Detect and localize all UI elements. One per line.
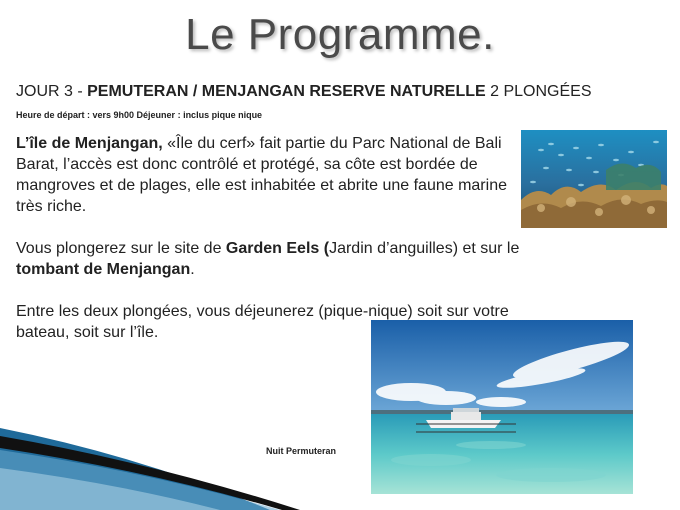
tombant-bold: tombant de Menjangan bbox=[16, 261, 191, 278]
paragraph-lunch: Entre les deux plongées, vous déjeunerez (pique-nique) soit sur votre bateau, soit sur l’île. bbox=[16, 303, 509, 341]
dive-text-1: Vous plongerez sur le site de bbox=[16, 240, 226, 257]
beach-boat-photo bbox=[371, 320, 633, 494]
day-prefix: JOUR 3 - bbox=[16, 83, 88, 100]
coral-reef-photo bbox=[521, 130, 667, 228]
night-info: Nuit Permuteran bbox=[266, 446, 337, 456]
paragraph-dive-sites bbox=[16, 238, 521, 280]
garden-eels-bold: Garden Eels ( bbox=[225, 240, 330, 257]
departure-info: Heure de départ : vers 9h00 Déjeuner : inclus pique nique bbox=[16, 110, 263, 120]
menjangan-text: «Île du cerf» fait partie du Parc National de Bali Barat, l’accès est donc contrôlé et protégé, sa côte est bordée de mangroves et de plages, elle est inhabitée et abrite une faune marine très riche. bbox=[16, 135, 507, 215]
day-heading bbox=[16, 83, 592, 101]
slide-title: Le Programme. bbox=[185, 10, 495, 59]
paragraph-menjangan bbox=[16, 133, 521, 217]
day-route: PEMUTERAN / MENJANGAN RESERVE NATURELLE bbox=[87, 83, 486, 100]
day-suffix: 2 PLONGÉES bbox=[485, 83, 592, 100]
menjangan-bold: L’île de Menjangan, bbox=[16, 135, 168, 152]
decorative-swoosh bbox=[0, 428, 380, 510]
dive-text-3: . bbox=[190, 261, 195, 278]
dive-text-2: Jardin d’anguilles) et sur le bbox=[329, 240, 520, 257]
